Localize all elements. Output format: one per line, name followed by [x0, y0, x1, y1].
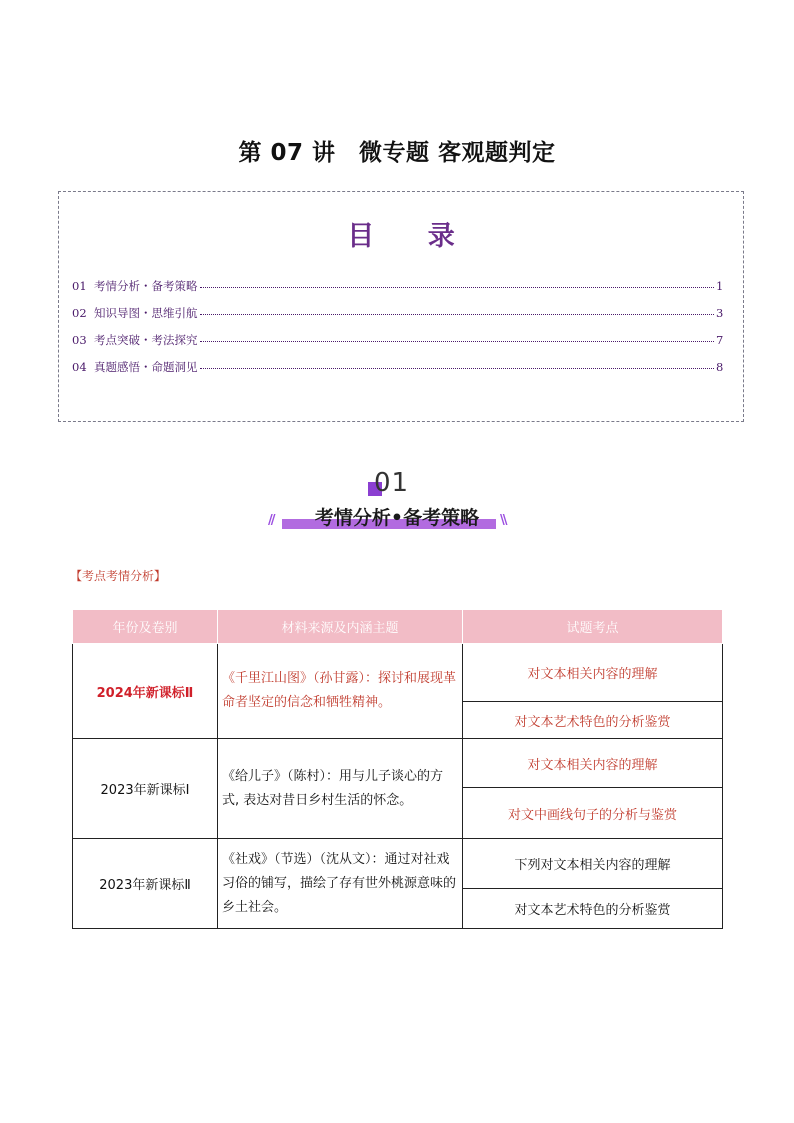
exam-analysis-table [72, 609, 723, 929]
toc-item-page: 1 [716, 279, 724, 293]
year-cell: 2023年新课标Ⅰ [73, 739, 218, 839]
toc-leader-dots [200, 359, 715, 369]
toc-leader-dots [200, 278, 715, 288]
exam-point-cell: 对文中画线句子的分析与鉴赏 [463, 788, 723, 839]
toc-item-page: 8 [716, 360, 724, 374]
year-cell: 2023年新课标Ⅱ [73, 839, 218, 929]
exam-point-cell: 对文本艺术特色的分析鉴赏 [463, 889, 723, 929]
exam-point-cell: 对文本相关内容的理解 [463, 739, 723, 788]
table-header-row [73, 610, 723, 644]
toc-item-label: 考点突破・考法探究 [94, 333, 198, 347]
toc-item[interactable] [72, 278, 722, 305]
toc-item[interactable] [72, 305, 722, 332]
exam-point-cell: 对文本艺术特色的分析鉴赏 [463, 702, 723, 739]
toc-heading: 目 录 [347, 221, 477, 252]
year-cell: 2024年新课标Ⅱ [73, 644, 218, 739]
column-header: 材料来源及内涵主题 [218, 610, 463, 644]
table-row [73, 739, 723, 788]
toc-item[interactable] [72, 359, 722, 386]
page-title: 第 07 讲 微专题 客观题判定 [238, 140, 556, 166]
source-cell: 《给儿子》（陈村）：用与儿子谈心的方式, 表达对昔日乡村生活的怀念。 [218, 739, 463, 839]
toc-item-number: 03 [72, 333, 87, 347]
decorative-slash-left: // [268, 513, 274, 528]
toc-leader-dots [200, 332, 715, 342]
column-header: 年份及卷别 [73, 610, 218, 644]
toc-item-number: 01 [72, 279, 87, 293]
source-cell: 《千里江山图》（孙甘露）：探讨和展现革命者坚定的信念和牺牲精神。 [218, 644, 463, 739]
subsection-label: 【考点考情分析】 [70, 569, 167, 583]
toc-item-number: 04 [72, 360, 87, 374]
decorative-slash-right: \\ [500, 513, 506, 528]
source-cell: 《社戏》（节选）（沈从文）：通过对社戏习俗的铺写，描绘了存有世外桃源意味的乡土社会。 [218, 839, 463, 929]
section-number: 01 [374, 468, 410, 498]
column-header: 试题考点 [463, 610, 723, 644]
section-title: 考情分析•备考策略 [314, 507, 480, 529]
toc-item-label: 知识导图・思维引航 [94, 306, 198, 320]
table-row [73, 839, 723, 889]
table-of-contents [58, 191, 744, 422]
toc-leader-dots [200, 305, 715, 315]
exam-point-cell: 对文本相关内容的理解 [463, 644, 723, 702]
exam-point-cell: 下列对文本相关内容的理解 [463, 839, 723, 889]
toc-list [72, 278, 722, 386]
toc-item-page: 3 [716, 306, 724, 320]
toc-item[interactable] [72, 332, 722, 359]
table-row [73, 644, 723, 702]
toc-item-label: 真题感悟・命题洞见 [94, 360, 198, 374]
toc-item-label: 考情分析・备考策略 [94, 279, 198, 293]
toc-item-page: 7 [716, 333, 724, 347]
toc-item-number: 02 [72, 306, 87, 320]
